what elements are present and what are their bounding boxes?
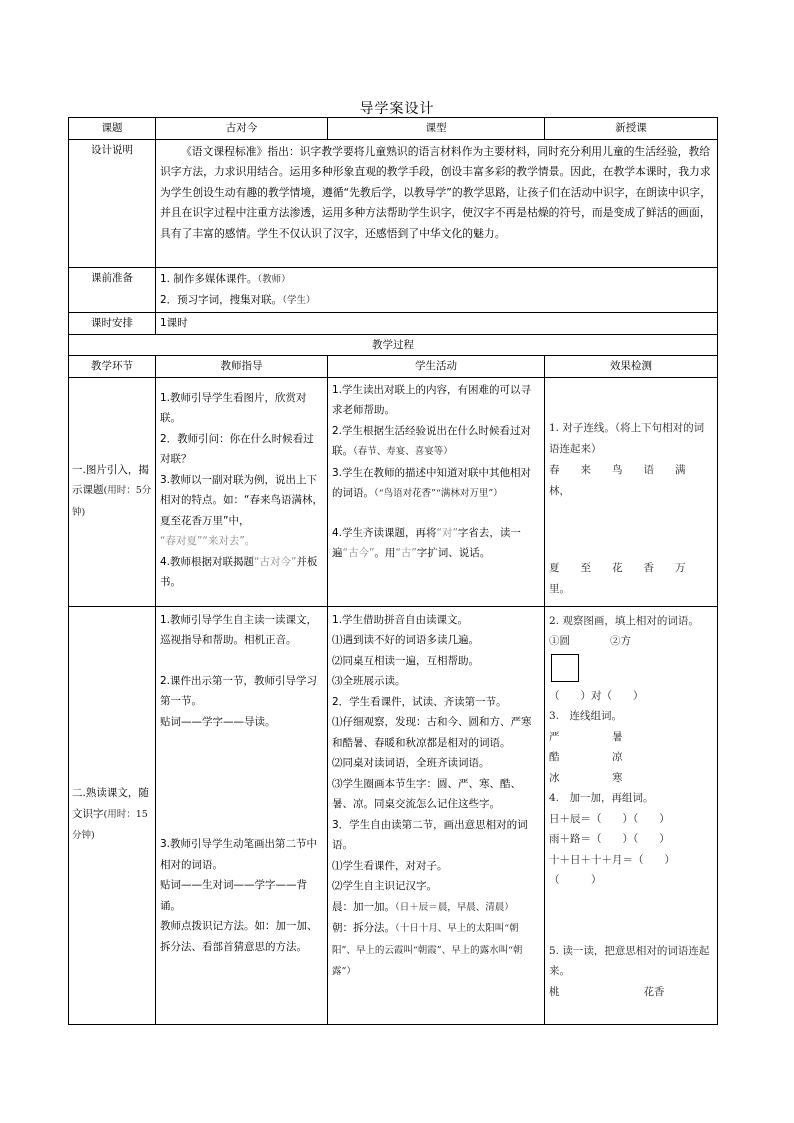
s1-student-4-d: 字扩词、说话。 [416,547,491,559]
s2-student-6: ⑴仔细观察，发现：古和今、圆和方、严寒和酷暑、春暖和秋凉都是相对的词语。 [332,716,532,749]
s2-student-12: 晨：加一加。 [332,900,395,913]
design-row [69,139,718,267]
section-2-student [328,606,545,1024]
s2-check-5: 酷 凉 [549,751,623,763]
s2-teacher-6: 教师点拨识记方法。如：加一加、拆分法、看部首猜意思的方法。 [160,920,318,953]
s2-student-11: ⑵学生自主识记汉字。 [332,880,437,892]
topic-label: 课题 [69,118,156,140]
prep-label: 课前准备 [69,267,156,312]
s2-student-3: ⑵同桌互相读一遍，互相帮助。 [332,654,479,667]
s2-check-12: 5. 读一读，把意思相对的词语连起来。 [549,944,710,977]
s1-student-4-q1: “对” [436,526,458,539]
section-2-stage [69,606,156,1024]
s1-student-3: 3.学生在教师的描述中知道对联中其他相对的词语。 [332,466,532,499]
s2-student-13-note: （十日十月、早上的太阳叫“朝阳”、早上的云霞叫“朝霞”、早上的露水叫“朝露”） [332,923,523,977]
col-header-stage: 教学环节 [69,356,156,378]
s1-student-4-q3: “古” [395,547,417,559]
s1-student-2-note: （春节、寿宴、喜宴等） [353,446,453,457]
s2-teacher-5: 贴词——生对词——学字——背诵。 [160,879,307,912]
s1-student-1: 1.学生读出对联上的内容，有困难的可以寻求老师帮助。 [332,383,532,416]
s1-check-1: 1. 对子连线。（将上下句相对的词语连起来） [549,421,705,455]
s1-check-2: 春 来 鸟 语 满 林， [549,463,707,497]
col-header-check: 效果检测 [545,356,718,378]
s1-student-3-note: （“鸟语对花香”“满林对万里”） [374,488,503,499]
s2-teacher-2: 2.课件出示第一节，教师引导学习第一节。 [160,674,318,707]
s1-teacher-5: 4.教师根据对联揭题 [160,555,255,568]
s2-student-4: ⑶全班展示读。 [332,675,406,687]
lesson-plan-table [68,117,718,1025]
s2-check-1: 2. 观察图画，填上相对的词语。 [549,614,699,627]
s1-student-4-c: 。用 [374,547,396,559]
s2-teacher-4: 3.教师引导学生动笔画出第二节中相对的词语。 [160,838,318,871]
schedule-row [69,312,718,334]
section-2-teacher [156,606,328,1024]
s2-student-10: ⑴学生看课件，对对子。 [332,859,448,872]
s2-check-8: 日＋辰＝（ ）（ ） [549,812,670,825]
s2-teacher-3: 贴词——学字——导读。 [160,715,276,728]
s2-student-9: 3．学生自由读第二节，画出意思相对的词语。 [332,818,528,851]
s2-check-9: 雨＋路＝（ ）（ ） [549,833,670,845]
s1-student-4-b: 字省去，读一遍 [332,526,521,559]
s2-check-square: ②方 [610,635,631,647]
s1-teacher-1: 1.教师引导学生看图片，欣赏对联。 [160,391,307,424]
s1-teacher-2: 2．教师引问：你在什么时候看过对联？ [160,432,314,465]
prep-line-2-note: （学生） [282,295,316,306]
column-header-row [69,356,718,378]
section-1-student [328,377,545,606]
prep-content [156,267,718,312]
s2-check-3: 3. 连线组词。 [549,710,623,722]
type-value: 新授课 [545,118,718,140]
s2-teacher-1: 1.教师引导学生自主读一读课文，巡视指导和帮助。相机正音。 [160,613,318,646]
s2-check-7: 4. 加一加，再组词。 [549,792,654,804]
s1-student-4: 4.学生齐读课题，再将 [332,526,437,539]
s1-student-4-q2: “古今” [342,547,375,559]
s1-teacher-4: “春对夏”“来对去”。 [160,535,256,547]
col-header-student: 学生活动 [328,356,545,378]
s2-check-10: 十＋日＋十＋月＝（ ） [549,853,675,866]
design-text: 《语文课程标准》指出：识字教学要将儿童熟识的语言材料作为主要材料，同时充分利用儿童的生活经验，教给识字方法，力求识用结合。运用多种形象直观的教学手段，创设丰富多彩的教学情景。因此，在教学本课时，我力求为学生创设生动有趣的教学情境，遵循“先教后学，以教导学”的教学思路，让孩子们在活动中识字，在朗读中识字，并且在识字过程中注重方法渗透，运用多种方法帮助学生识字，使汉字不再是枯燥的符号，而是变成了鲜活的画面，具有了丰富的感情。学生不仅认识了汉字，还感悟到了中华文化的魅力。 [156,139,718,267]
schedule-label: 课时安排 [69,312,156,334]
s2-student-8: ⑶学生圈画本节生字：圆、严、寒、酷、暑、凉。同桌交流怎么记住这些字。 [332,777,521,810]
section-1-stage-note: (用时：5分钟) [72,485,152,518]
section-1-row [69,377,718,606]
square-drawing [551,654,579,682]
section-1-stage [69,377,156,606]
header-row [69,118,718,140]
s2-check-circle: ①圆 [549,635,570,647]
s2-student-1: 1.学生借助拼音自由读课文。 [332,613,469,626]
page-title: 导学案设计 [359,101,435,117]
schedule-value: 1课时 [156,312,718,334]
process-title: 教学过程 [69,334,718,356]
section-1-teacher [156,377,328,606]
s1-student-2: 2.学生根据生活经验说出在什么时候看过对联。 [332,424,532,457]
section-2-stage-note: (用时：15分钟) [72,808,148,842]
prep-line-2: 2．预习字词，搜集对联。 [160,294,283,306]
section-2-stage-title: 二.熟读课文，随文识字 [72,787,149,820]
s2-student-7: ⑵同桌对读词语，全班齐读词语。 [332,757,490,769]
s1-teacher-5-quote: “古对今” [254,555,297,568]
s2-check-11: （ ） [549,874,602,886]
process-title-row [69,334,718,356]
s2-student-12-note: （日＋辰＝晨，早晨、清晨） [395,901,514,913]
section-2-row [69,606,718,1024]
prep-line-1: 1. 制作多媒体课件。 [160,272,258,285]
s1-check-3: 夏 至 花 香 万 里。 [549,561,707,595]
s2-check-4: 严 暑 [549,730,623,743]
section-2-check [545,606,718,1024]
design-label: 设计说明 [69,139,156,267]
s2-student-2: ⑴遇到读不好的词语多读几遍。 [332,634,479,646]
s2-check-2: （ ）对（ ） [549,689,644,702]
s2-student-13: 朝：拆分法。 [332,922,395,934]
prep-line-1-note: （教师） [257,273,291,285]
section-1-stage-title: 一.图片引入，揭示课题 [72,463,149,497]
s2-student-5: 2．学生看课件，试读、齐读第一节。 [332,695,507,708]
s1-teacher-3: 3.教师以一副对联为例，说出上下相对的特点。如：“春来鸟语满林，夏至花香万里”中， [160,473,323,527]
type-label: 课型 [328,118,545,140]
s1-teacher-5-end: 并板书。 [160,555,318,588]
topic-value: 古对今 [156,118,328,140]
s2-check-13: 桃 花香 [549,985,665,998]
section-1-check [545,377,718,606]
prep-row [69,267,718,312]
col-header-teacher: 教师指导 [156,356,328,378]
s2-check-6: 冰 寒 [549,771,623,784]
